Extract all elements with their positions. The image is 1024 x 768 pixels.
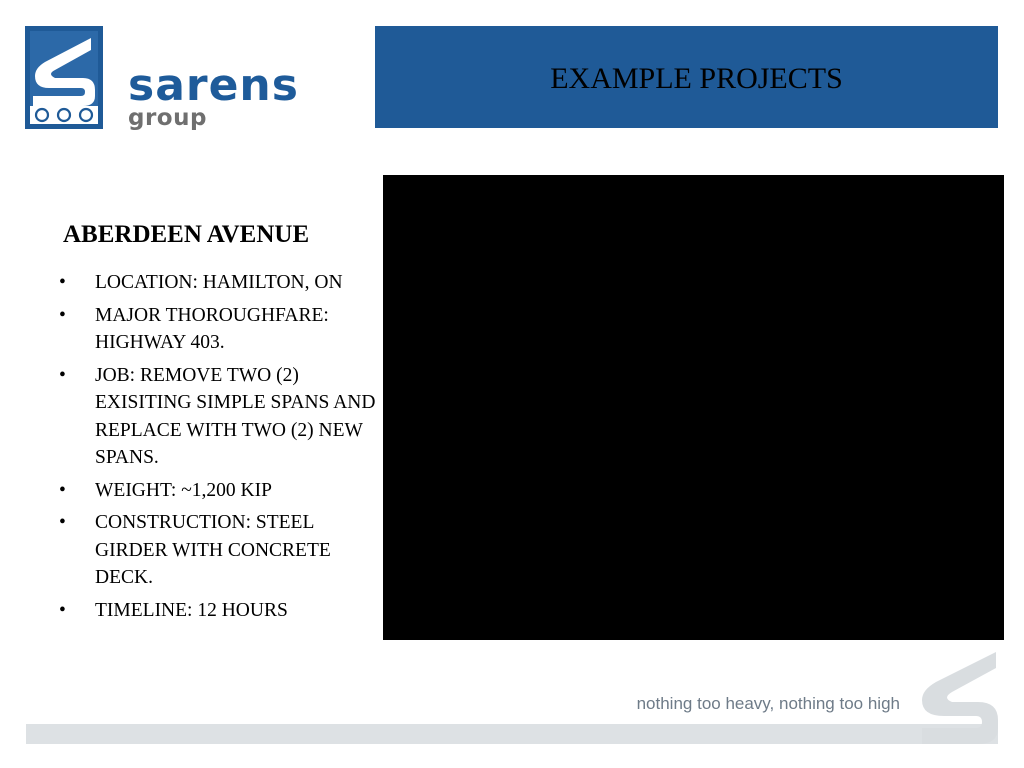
tagline: nothing too heavy, nothing too high xyxy=(636,694,900,713)
bullet-icon: • xyxy=(59,272,66,293)
project-details-list xyxy=(59,269,379,629)
list-item xyxy=(59,509,379,592)
logo-wordmark: sarens xyxy=(128,60,299,111)
bullet-text-thoroughfare: MAJOR THOROUGHFARE: HIGHWAY 403. xyxy=(95,304,329,353)
bullet-icon: • xyxy=(59,479,66,501)
bullet-text-construction: CONSTRUCTION: STEEL GIRDER WITH CONCRETE DECK. xyxy=(95,512,331,588)
project-photo xyxy=(383,175,1004,640)
bullet-text-location: LOCATION: HAMILTON, ON xyxy=(95,272,343,293)
logo-subword: group xyxy=(128,105,207,131)
bullet-text-job: JOB: REMOVE TWO (2) EXISITING SIMPLE SPANS AND REPLACE WITH TWO (2) NEW SPANS. xyxy=(95,364,376,468)
sarens-logo-icon xyxy=(25,26,103,129)
bullet-text-weight: WEIGHT: ~1,200 KIP xyxy=(95,479,272,501)
list-item xyxy=(59,362,379,472)
bullet-icon: • xyxy=(59,512,66,533)
bullet-icon: • xyxy=(59,599,66,621)
project-title: ABERDEEN AVENUE xyxy=(63,221,310,248)
bullet-icon: • xyxy=(59,304,66,326)
header-banner xyxy=(375,26,998,128)
list-item xyxy=(59,477,379,505)
sarens-watermark-icon xyxy=(916,650,1002,746)
list-item xyxy=(59,302,379,357)
page-title: EXAMPLE PROJECTS xyxy=(550,62,843,95)
list-item xyxy=(59,597,379,625)
bullet-text-timeline: TIMELINE: 12 HOURS xyxy=(95,599,288,621)
list-item xyxy=(59,269,379,297)
footer-band xyxy=(26,724,998,744)
bullet-icon: • xyxy=(59,364,66,386)
